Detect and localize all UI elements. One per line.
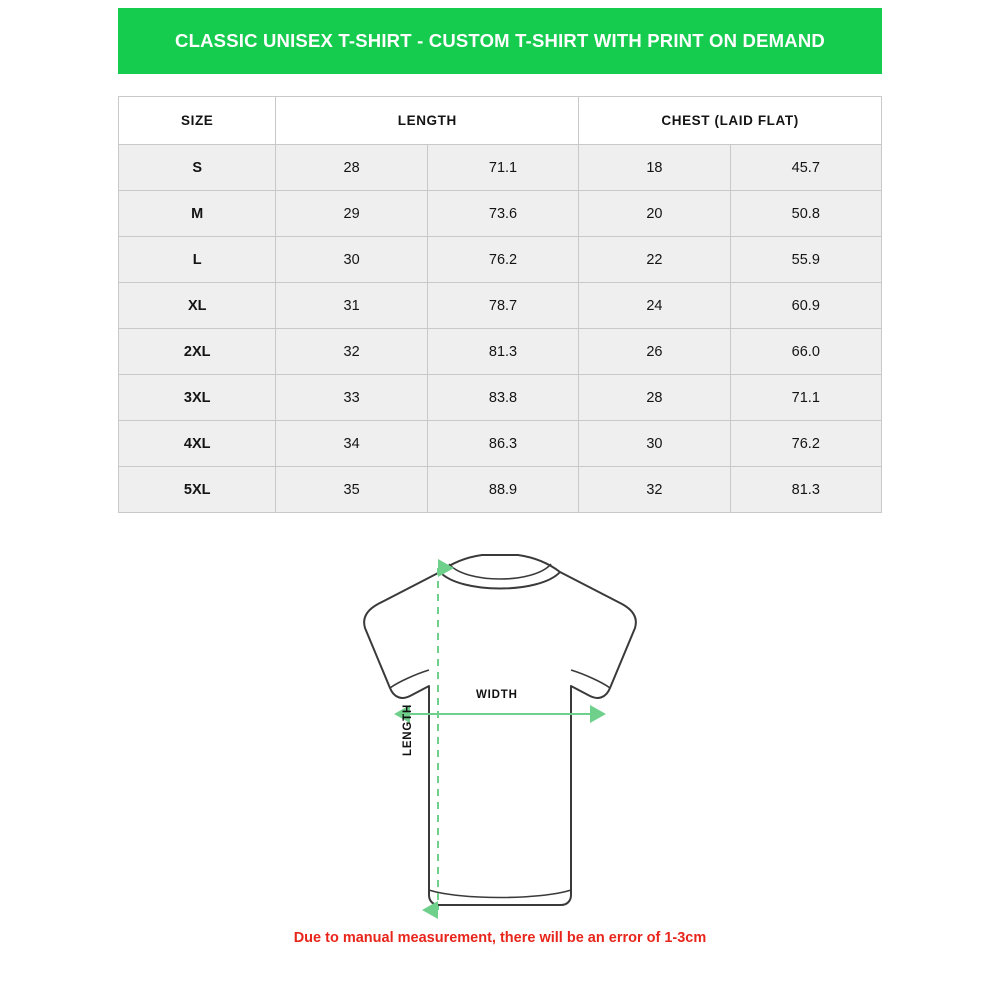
cell-size: M: [119, 191, 276, 237]
cell-chest-cm: 60.9: [730, 283, 881, 329]
cell-length-in: 29: [276, 191, 427, 237]
cell-size: S: [119, 145, 276, 191]
cell-size: 2XL: [119, 329, 276, 375]
column-header-chest: CHEST (LAID FLAT): [579, 97, 882, 145]
tshirt-diagram: [290, 538, 710, 928]
cell-length-in: 35: [276, 467, 427, 513]
header-banner: [118, 8, 882, 74]
cell-length-in: 28: [276, 145, 427, 191]
cell-size: L: [119, 237, 276, 283]
cell-length-cm: 88.9: [427, 467, 578, 513]
page-title: CLASSIC UNISEX T-SHIRT - CUSTOM T-SHIRT WITH PRINT ON DEMAND: [175, 29, 825, 51]
cell-chest-cm: 71.1: [730, 375, 881, 421]
cell-size: 4XL: [119, 421, 276, 467]
cell-length-in: 33: [276, 375, 427, 421]
cell-chest-cm: 55.9: [730, 237, 881, 283]
table-row: [119, 283, 882, 329]
length-dimension-label: LENGTH: [402, 703, 414, 756]
cell-size: 5XL: [119, 467, 276, 513]
cell-chest-in: 20: [579, 191, 730, 237]
width-dimension-label: WIDTH: [476, 689, 518, 701]
cell-chest-in: 30: [579, 421, 730, 467]
cell-size: XL: [119, 283, 276, 329]
table-row: [119, 421, 882, 467]
cell-length-cm: 81.3: [427, 329, 578, 375]
table-body: [119, 145, 882, 513]
cell-length-cm: 78.7: [427, 283, 578, 329]
cell-length-cm: 76.2: [427, 237, 578, 283]
cell-chest-cm: 81.3: [730, 467, 881, 513]
size-chart-table: [118, 96, 882, 513]
table-row: [119, 237, 882, 283]
tshirt-illustration: [290, 538, 710, 928]
cell-chest-cm: 50.8: [730, 191, 881, 237]
column-header-size: SIZE: [119, 97, 276, 145]
table-row: [119, 329, 882, 375]
cell-chest-in: 28: [579, 375, 730, 421]
cell-chest-in: 26: [579, 329, 730, 375]
cell-length-cm: 86.3: [427, 421, 578, 467]
column-header-length: LENGTH: [276, 97, 579, 145]
table-row: [119, 145, 882, 191]
cell-length-in: 32: [276, 329, 427, 375]
cell-chest-in: 24: [579, 283, 730, 329]
cell-chest-cm: 45.7: [730, 145, 881, 191]
table-header-row: [119, 97, 882, 145]
cell-chest-cm: 66.0: [730, 329, 881, 375]
cell-length-cm: 83.8: [427, 375, 578, 421]
cell-chest-in: 22: [579, 237, 730, 283]
cell-length-in: 31: [276, 283, 427, 329]
cell-size: 3XL: [119, 375, 276, 421]
cell-length-cm: 71.1: [427, 145, 578, 191]
table-row: [119, 191, 882, 237]
table-row: [119, 467, 882, 513]
cell-chest-cm: 76.2: [730, 421, 881, 467]
table-header: [119, 97, 882, 145]
table-row: [119, 375, 882, 421]
cell-length-in: 30: [276, 237, 427, 283]
cell-length-in: 34: [276, 421, 427, 467]
cell-chest-in: 18: [579, 145, 730, 191]
measurement-disclaimer: Due to manual measurement, there will be an error of 1-3cm: [293, 930, 707, 946]
cell-length-cm: 73.6: [427, 191, 578, 237]
cell-chest-in: 32: [579, 467, 730, 513]
